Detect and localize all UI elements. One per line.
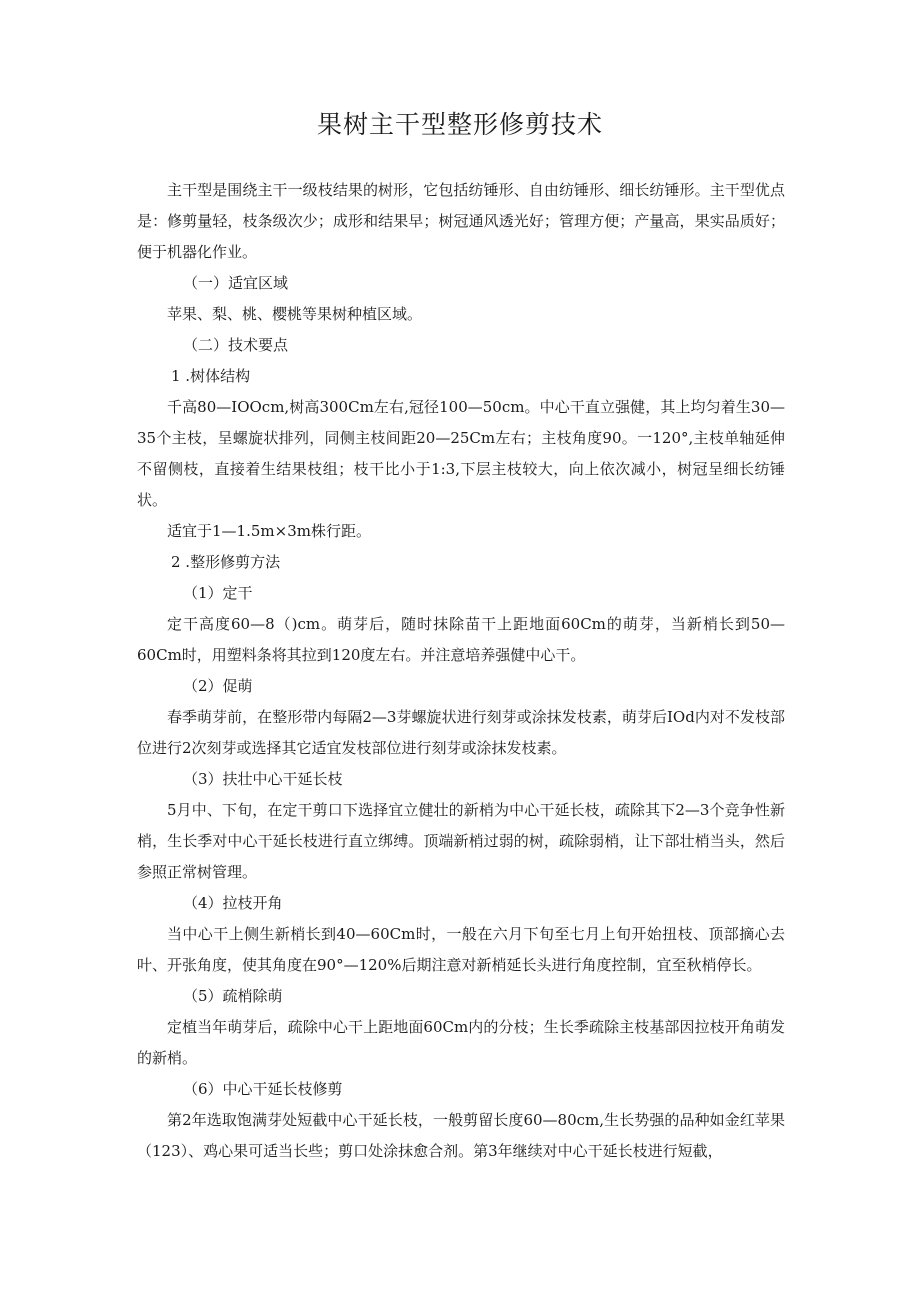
document-body <box>137 175 785 1167</box>
body-paragraph: 定植当年萌芽后，疏除中心干上距地面60Cm内的分枝；生长季疏除主枝基部因拉枝开角萌发的新梢。 <box>137 1018 785 1067</box>
section-heading: （5）疏梢除萌 <box>183 987 283 1005</box>
section-heading: （2）促萌 <box>183 677 253 695</box>
body-paragraph: 当中心干上侧生新梢长到40—60Cm时，一般在六月下旬至七月上旬开始扭枝、顶部摘心去叶、开张角度，使其角度在90°—120%后期注意对新梢延长头进行角度控制，宜至秋梢停长。 <box>137 925 785 974</box>
body-paragraph: 苹果、梨、桃、樱桃等果树种植区域。 <box>167 305 423 323</box>
body-paragraph: 定干高度60—8（)cm。萌芽后，随时抹除苗干上距地面60Cm的萌芽，当新梢长到50—60Cm时，用塑料条将其拉到120度左右。并注意培养强健中心干。 <box>137 615 785 664</box>
section-heading: （3）扶壮中心干延长枝 <box>183 770 343 788</box>
section-heading: （一）适宜区域 <box>183 274 289 292</box>
section-heading: （二）技术要点 <box>183 336 289 354</box>
section-heading: （4）拉枝开角 <box>183 894 283 912</box>
numbered-heading: 1 .树体结构 <box>171 367 251 385</box>
section-heading: （1）定干 <box>183 584 253 602</box>
numbered-heading: 2 .整形修剪方法 <box>171 553 281 571</box>
body-paragraph: 5月中、下旬，在定干剪口下选择宜立健壮的新梢为中心干延长枝，疏除其下2—3个竞争性新梢，生长季对中心干延长枝进行直立绑缚。顶端新梢过弱的树，疏除弱梢，让下部壮梢当头，然后参照正常树管理。 <box>137 801 785 881</box>
body-paragraph: 千高80—IOOcm,树高300Cm左右,冠径100—50cm。中心干直立强健，其上均匀着生30—35个主枝，呈螺旋状排列，同侧主枝间距20—25Cm左右；主枝角度90。一120°,主枝单轴延伸不留侧枝，直接着生结果枝组；枝干比小于1:3,下层主枝较大，向上依次减小，树冠呈细长纺锤状。 <box>137 398 785 509</box>
section-heading: （6）中心干延长枝修剪 <box>183 1080 343 1098</box>
body-paragraph: 主干型是围绕主干一级枝结果的树形，它包括纺锤形、自由纺锤形、细长纺锤形。主干型优点是：修剪量轻，枝条级次少；成形和结果早；树冠通风透光好；管理方便；产量高，果实品质好；便于机器化作业。 <box>137 181 785 261</box>
body-paragraph: 春季萌芽前，在整形带内每隔2—3芽螺旋状进行刻芽或涂抹发枝素，萌芽后IOd内对不发枝部位进行2次刻芽或选择其它适宜发枝部位进行刻芽或涂抹发枝素。 <box>137 708 785 757</box>
body-paragraph: 适宜于1—1.5m×3m株行距。 <box>167 522 371 540</box>
body-paragraph: 第2年选取饱满芽处短截中心干延长枝，一般剪留长度60—80cm,生长势强的品种如金红苹果（123）、鸡心果可适当长些；剪口处涂抹愈合剂。第3年继续对中心干延长枝进行短截， <box>137 1111 785 1160</box>
document-title: 果树主干型整形修剪技术 <box>316 110 603 139</box>
